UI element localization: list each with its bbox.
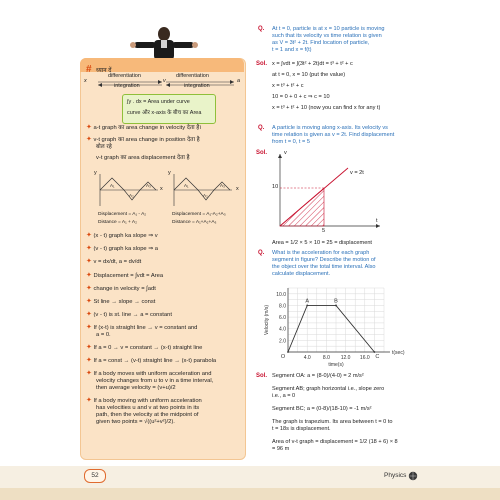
v2t-ytick: 10 — [272, 184, 279, 190]
rule-cont: a = 0. — [96, 332, 111, 338]
v2t-graph — [268, 150, 388, 236]
sol1-line: 10 = 0 + 0 + c ⇒ c = 10 — [272, 94, 330, 100]
notes-bullets-top — [86, 124, 242, 162]
top-band — [0, 0, 500, 24]
q1-label: Q. — [258, 26, 265, 32]
sol3-line: t = 18s is displacement. — [272, 426, 331, 432]
rule-item: ✦ (x - t) graph ka slope ⇒ v — [86, 232, 158, 239]
rule-cont: has velocities u and v at two points in its — [96, 405, 200, 411]
y-tick-label: 2.0 — [279, 338, 286, 345]
q1-line: such that its velocity vs time relation is given — [272, 33, 382, 39]
bullet-item: v-t graph का area displacement देता है — [96, 155, 190, 161]
flow-x: x — [84, 78, 87, 84]
rule-cont: path, then the velocity at the midpoint of — [96, 412, 199, 418]
rule-item: ✦ If a body moves with uniform acceleration and — [86, 370, 212, 377]
q3-line: calculate displacement. — [272, 271, 331, 277]
y-tick-label: 8.0 — [279, 303, 286, 310]
rule-cont: given two points = √((u²+v²)/2). — [96, 419, 175, 425]
point-label: C — [375, 354, 380, 360]
rule-item: ✦ If a body moving with uniform acceleration — [86, 397, 202, 404]
y-tick-label: 6.0 — [279, 315, 286, 322]
v2t-xtick: 5 — [322, 228, 326, 234]
graph-displacement-2 — [170, 172, 236, 208]
q3-line: What is the acceleration for each graph — [272, 250, 370, 256]
hash-icon: # — [86, 64, 92, 75]
bottom-stripe — [0, 488, 500, 500]
sol3-line: Area of v-t graph = displacement = 1/2 (18 + 6) × 8 — [272, 439, 398, 445]
globe-icon — [408, 471, 418, 481]
v2t-line-label: v = 2t — [350, 170, 364, 176]
rule-item: ✦ If a = 0 → v = constant → (x-t) straight line — [86, 344, 203, 351]
sol1-label: Sol. — [256, 61, 268, 67]
y-tick-label: 10.0 — [276, 291, 286, 298]
sol1-line: at t = 0, x = 10 (put the value) — [272, 72, 346, 78]
data-point — [287, 351, 289, 353]
rule-item: ✦ (v - t) graph ka slope ⇒ a — [86, 245, 158, 252]
data-point — [335, 305, 337, 307]
x-tick-label: 12.0 — [340, 355, 351, 361]
point-label: O — [280, 354, 286, 360]
formula-line-2: curve और x-axis के बीच का Area — [127, 110, 202, 116]
q2-label: Q. — [258, 125, 265, 131]
subject-label: Physics — [384, 472, 407, 479]
sol1-line: x = ∫vdt = ∫(3t² + 2t)dt = t³ + t² + c — [272, 61, 353, 67]
x-tick-label: 4.0 — [303, 355, 311, 361]
g1-y: y — [94, 170, 97, 176]
rule-cont: velocity changes from u to v in a time interval, — [96, 378, 214, 384]
flow-v: v — [163, 78, 166, 84]
v2t-axis-t: t — [376, 218, 378, 224]
sol3-line: = 96 m — [272, 446, 290, 452]
rule-item: ✦ If a = const → (v-t) straight line → (x-t) parabola — [86, 357, 217, 364]
point-label: A — [305, 298, 310, 305]
page-number: 52 — [84, 469, 106, 483]
bullet-item: ✦ v-t graph का area change in position देता है — [86, 136, 200, 143]
g1-a1: A₁ — [110, 183, 115, 188]
rule-item: ✦ Displacement = ∫vdt = Area — [86, 272, 164, 279]
v2t-result: Area = 1/2 × 5 × 10 = 25 = displacement — [272, 240, 372, 246]
g2-y: y — [168, 170, 171, 176]
g1-distance: Distance = A₁ + A₂ — [98, 220, 137, 225]
q1-line: as V = 3t² + 2t. Find location of particle, — [272, 40, 370, 46]
x-tick-label: 16.0 — [359, 355, 370, 361]
bullet-item: ✦ a-t graph का area change in velocity देता है। — [86, 124, 202, 131]
g1-a3: A₃ — [146, 183, 151, 188]
teacher-photo — [130, 26, 198, 60]
g2-a1: A₁ — [184, 183, 189, 188]
sol3-line: The graph is trapezium. Its area between t = 0 to — [272, 419, 393, 425]
g1-displacement: Displacement = A₁ - A₂ — [98, 212, 147, 217]
q3-line: the object over the total time interval. Also — [272, 264, 376, 270]
g2-distance: Distance = A₁+A₂+A₃ — [172, 220, 217, 225]
y-axis-title: Velocity (m/s) — [264, 304, 270, 336]
x-axis-end-label: t(sec) — [392, 350, 405, 356]
g2-x: x — [236, 186, 239, 192]
bullet-continuation: बोल रहे — [96, 144, 112, 150]
sol1-line: x = t³ + t² + 10 (now you can find x for any t) — [272, 105, 381, 111]
sol3-label: Sol. — [256, 373, 268, 379]
rule-item: ✦ St line → slope → const — [86, 298, 156, 305]
g2-a2: A₂ — [203, 193, 208, 198]
q1-text — [272, 26, 442, 54]
g2-displacement: Displacement = A₁-A₂+A₃ — [172, 212, 226, 217]
flow-diff-2: differentiation — [176, 73, 209, 79]
rule-cont: then average velocity = (v+u)/2 — [96, 385, 176, 391]
rule-item: ✦ v = dx/dt, a = dv/dt — [86, 258, 142, 265]
q2-text — [272, 125, 442, 146]
notes-header-text: ध्यान दें — [96, 68, 112, 74]
sol3-text — [272, 373, 442, 453]
rules-list — [86, 232, 244, 426]
sol3-line: Segment BC; a = (0-8)/(18-10) = -1 m/s² — [272, 406, 372, 412]
sol3-line: i.e., a = 0 — [272, 393, 296, 399]
v2t-axis-v: v — [284, 150, 287, 156]
x-tick-label: 8.0 — [322, 355, 330, 361]
sol2-label: Sol. — [256, 150, 268, 156]
rule-item: ✦ change in velocity = ∫adt — [86, 285, 156, 292]
graph-displacement-1 — [96, 172, 162, 208]
sol3-line: Segment OA: a = (8-0)/(4-0) = 2 m/s² — [272, 373, 364, 379]
data-point — [306, 305, 308, 307]
formula-line-1: ∫y . dx = Area under curve — [127, 99, 190, 105]
q2-line: from t = 0, t = 5 — [272, 139, 310, 145]
q1-line: At t = 0, particle is at x = 10 particle is moving — [272, 26, 385, 32]
flow-int-1: integration — [114, 83, 140, 89]
q1-line: t = 1 and x = f(t) — [272, 47, 312, 53]
x-axis-title: time(s) — [328, 362, 344, 368]
sol1-line: x = t³ + t² + c — [272, 83, 304, 89]
q3-label: Q. — [258, 250, 265, 256]
g1-a2: A₂ — [129, 193, 134, 198]
data-point — [374, 351, 376, 353]
flow-int-2: integration — [184, 83, 210, 89]
sol3-line: Segment AB; graph horizontal i.e., slope zero — [272, 386, 385, 392]
flow-a: a — [237, 78, 241, 84]
y-tick-label: 4.0 — [279, 326, 286, 333]
rule-item: ✦ If (x-t) is straight line → v = constant and — [86, 324, 198, 331]
q3-text — [272, 250, 442, 278]
q2-line: time relation is given as v = 2t. Find displacement — [272, 132, 395, 138]
flow-diff-1: differentiation — [108, 73, 141, 79]
q3-line: segment in figure? Describe the motion of — [272, 257, 376, 263]
g2-a3: A₃ — [220, 183, 225, 188]
point-label: B — [334, 298, 338, 305]
rule-item: ✦ (v - t) is st. line → a = constant — [86, 311, 172, 318]
sol1-text — [272, 61, 442, 112]
q2-line: A particle is moving along x-axis. Its velocity vs — [272, 125, 388, 131]
velocity-time-chart — [262, 280, 405, 370]
g1-x: x — [160, 186, 163, 192]
